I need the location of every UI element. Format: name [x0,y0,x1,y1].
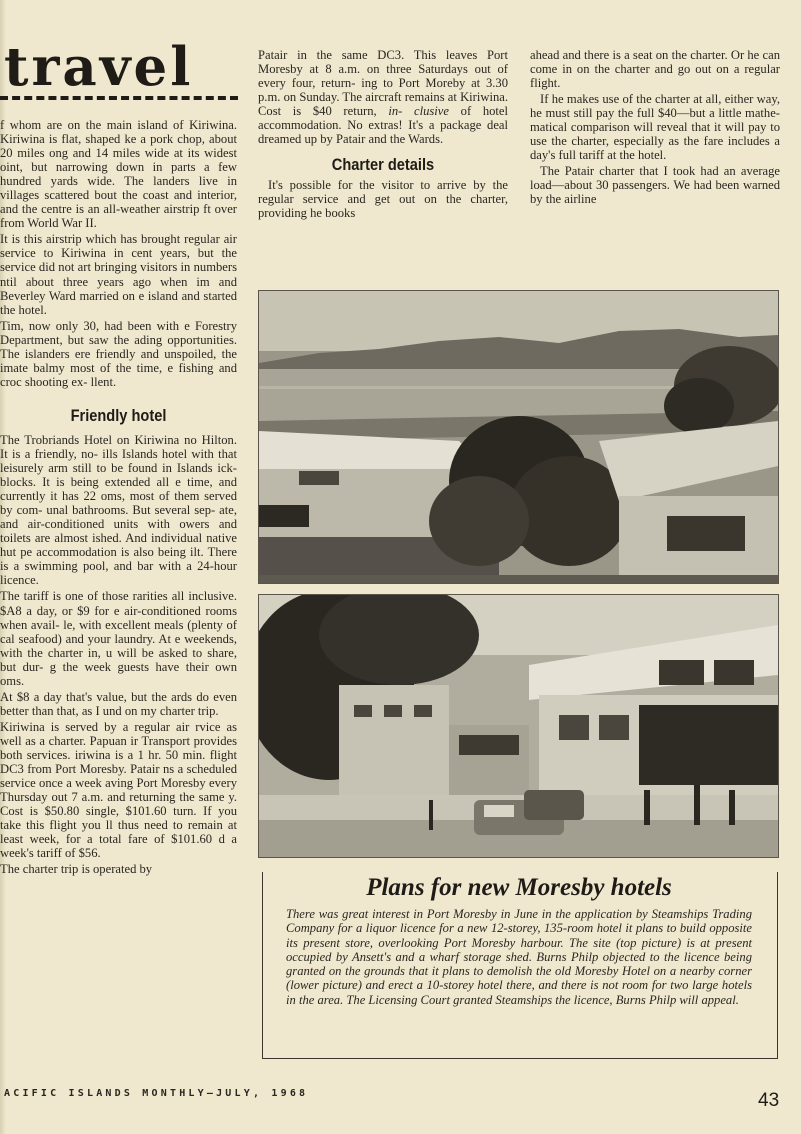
caption-text: There was great interest in Port Moresby in June in the application by Steamships Trading Company for a liquor licence for a new 12-storey, 135-room hotel it plans to build opposite its present store, overlooking Port Moresby harbour. The site (top picture) is at present occupied by Ansett's and a wharf storage shed. Burns Philp objected to the licence being granted on the grounds that it plans to demolish the old Moresby Hotel on a nearby corner (lower picture) and erect a 10-storey hotel there, and there is not room for two large hotels in the area. The Licensing Court granted Steamships the licence, Burns Philp will appeal. [286,907,752,1007]
col2-text: Patair in the same DC3. This leaves Port Moresby at 8 a.m. on three Saturdays out of every four, return- ing to Port Moreby at 3.30 p.m. on Sunday. The aircraft remains at Kiriwina. Cost is $40 return, [258,48,508,119]
col2-paragraph [258,48,508,146]
col3-paragraph: The Patair charter that I took had an average load—about 30 passengers. We had been warned by the airline [530,164,780,207]
col1-paragraph: f whom are on the main island of Kiriwina. Kiriwina is flat, shaped ke a pork chop, about 20 miles ong and 14 miles wide at its widest oint, but narrowing down in parts a few hundred yards wide. The landers live in villages scattered bout the coast and interior, and the centre is an all-weather airstrip ft over from World War II. [0,118,237,231]
subheading-charter-details: Charter details [331,155,435,175]
col3-paragraph: ahead and there is a seat on the charter. Or he can come in on the charter and go out on a regular flight. [530,48,780,91]
photo-moresby-hotel-corner [258,594,779,858]
caption-title: Plans for new Moresby hotels [366,874,672,901]
col2-text: of hotel accommodation. No extras! It's a package deal dreamed up by Patair and the Wards. [258,104,508,147]
col1-paragraph: The Trobriands Hotel on Kiriwina no Hilton. It is a friendly, no- ills Islands hotel with that leisurely arm still to be found in Islands ick-blocks. It is being extended all e time, and currently it has 22 oms, most of them served by com- unal bathrooms. But several sep- ate, and air-conditioned units with owers and toilets are almost ished. And individual native hut pe accommodation is also being ilt. There is a swimming pool, and bar with a 24-hour licence. [0,432,237,588]
column-3 [530,48,780,207]
col1-paragraph: Tim, now only 30, had been with e Forestry Department, but saw the ading opportunities. The islanders ere friendly and unspoiled, the imate balmy most of the time, e fishing and croc shooting ex- llent. [0,318,237,389]
col1-paragraph: It is this airstrip which has brought regular air service to Kiriwina in cent years, but the service did not art bringing visitors in numbers ntil about three years ago when im and Beverley Ward married on e island and started the hotel. [0,232,237,317]
column-1 [0,118,237,876]
heading-rule [0,96,238,100]
col1-paragraph: The charter trip is operated by [0,862,153,877]
photo-harbour-site [258,290,779,584]
col1-paragraph: Kiriwina is served by a regular air rvice as well as a charter. Papuan ir Transport provides both services. iriwina is a 1 hr. 50 min. flight DC3 from Port Moresby. Patair ns a scheduled service once a week aving Port Moresby every Thursday out 7 a.m. and returning the same y. Cost is $50.80 single, $101.60 turn. If you take this flight you ll thus need to remain at least week, for a total fare of $101.60 d a week's tariff of $56. [0,719,237,861]
col1-paragraph: At $8 a day that's value, but the ards do even better than that, as I und on my charter trip. [0,689,237,718]
column-2 [258,48,508,221]
subheading-friendly-hotel: Friendly hotel [70,405,167,425]
page-number: 43 [758,1090,780,1111]
col3-paragraph: If he makes use of the charter at all, either way, he must still pay the full $40—but a little mathe- matical comparison will reveal that it will pay to use the charter, especially as the fare includes a day's full tariff at the hotel. [530,92,780,163]
section-heading-travel: travel [4,36,194,98]
col2-italic-text: in- clusive [388,104,449,119]
footer-masthead: ACIFIC ISLANDS MONTHLY—JULY, 1968 [4,1088,309,1099]
col1-paragraph: The tariff is one of those rarities all inclusive. $A8 a day, or $9 for e air-conditioned rooms when avail- le, with excellent meals (plenty of cal seafood) and your laundry. At e weekends, with the charter in, u will be asked to share, but dur- g the week guests have their own oms. [0,589,237,688]
col2-paragraph: It's possible for the visitor to arrive by the regular service and get out on the charter, providing he books [258,178,508,221]
